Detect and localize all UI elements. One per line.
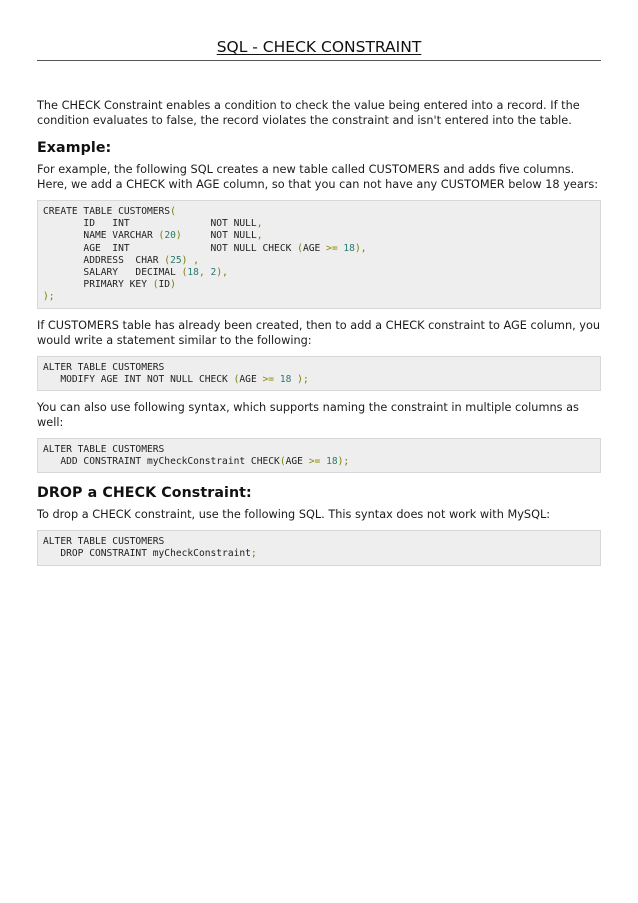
code-line: [43, 206, 595, 218]
code-token: MODIFY AGE INT NOT NULL CHECK: [43, 373, 234, 385]
code-line: [43, 230, 595, 242]
code-line: [43, 456, 595, 468]
code-token: ,: [198, 266, 211, 278]
code-line: [43, 548, 595, 560]
code-token: 18: [279, 373, 292, 385]
drop-paragraph: To drop a CHECK constraint, use the following SQL. This syntax does not work with MySQL:: [37, 508, 551, 522]
code-token: AGE: [285, 456, 309, 468]
code-block-alter-modify: [37, 356, 601, 391]
code-token: (: [233, 373, 240, 385]
code-line: [43, 291, 595, 303]
code-token: (: [279, 456, 286, 468]
code-token: ID: [158, 279, 171, 291]
code-token: );: [43, 291, 55, 303]
code-token: ),: [354, 242, 367, 254]
code-token: NOT NULL: [181, 230, 257, 242]
code-token: ID INT NOT NULL: [43, 218, 257, 230]
code-token: ADDRESS CHAR: [43, 254, 165, 266]
code-token: SALARY DECIMAL: [43, 266, 182, 278]
code-token: );: [291, 373, 309, 385]
code-token: AGE: [302, 242, 327, 254]
naming-paragraph: You can also use following syntax, which supports naming the constraint in multiple columns as well:: [37, 400, 579, 429]
code-token: (: [170, 206, 176, 217]
code-token: (: [158, 230, 165, 242]
code-line: [43, 218, 595, 230]
code-token: 18: [187, 266, 199, 278]
code-line: [43, 243, 595, 255]
code-token: ): [170, 279, 176, 291]
code-line: [43, 536, 595, 548]
example-paragraph: For example, the following SQL creates a new table called CUSTOMERS and adds five columns. Here, we add a CHECK with AGE column, so that you can not have any CUSTOMER below 18 years:: [37, 163, 599, 191]
code-token: NAME VARCHAR: [43, 230, 159, 242]
code-token: ALTER TABLE CUSTOMERS: [43, 536, 165, 548]
code-token: ,: [187, 254, 199, 266]
page-title: SQL - CHECK CONSTRAINT: [37, 0, 601, 61]
code-token: ALTER TABLE CUSTOMERS: [43, 361, 165, 373]
code-token: ADD CONSTRAINT myCheckConstraint CHECK: [43, 456, 280, 468]
code-token: >=: [326, 242, 338, 254]
code-token: AGE INT NOT NULL CHECK: [43, 242, 298, 254]
code-token: ),: [216, 266, 228, 278]
code-token: 18: [343, 242, 355, 254]
code-line: [43, 267, 595, 279]
intro-paragraph: The CHECK Constraint enables a condition to check the value being entered into a record. If the condition evaluates to false, the record violates the constraint and isn't entered into the table.: [37, 99, 580, 127]
code-line: [43, 255, 595, 267]
code-token: (: [152, 279, 159, 291]
code-token: 18: [326, 456, 338, 468]
code-block-drop-constraint: [37, 530, 601, 565]
code-token: ,: [256, 230, 263, 242]
code-token: CREATE TABLE CUSTOMERS: [43, 206, 171, 217]
code-token: 2: [210, 266, 217, 278]
code-block-create-table: [37, 200, 601, 309]
code-token: ;: [250, 548, 257, 560]
code-line: [43, 444, 595, 456]
code-token: >=: [308, 456, 321, 468]
alter-paragraph: If CUSTOMERS table has already been created, then to add a CHECK constraint to AGE column, you would write a statement similar to the following:: [37, 318, 601, 347]
example-heading: Example:: [37, 140, 112, 156]
code-line: [43, 279, 595, 291]
code-block-add-constraint: [37, 438, 601, 473]
code-token: PRIMARY KEY: [43, 279, 153, 291]
code-token: >=: [262, 373, 275, 385]
code-line: [43, 362, 595, 374]
code-line: [43, 374, 595, 386]
code-token: AGE: [239, 373, 263, 385]
code-token: ): [175, 230, 182, 242]
code-token: ,: [256, 218, 263, 230]
code-token: (: [297, 242, 303, 254]
code-token: );: [337, 456, 350, 468]
code-token: 20: [164, 230, 176, 242]
code-token: DROP CONSTRAINT myCheckConstraint: [43, 548, 251, 560]
drop-heading: DROP a CHECK Constraint:: [37, 485, 252, 502]
code-token: (: [164, 254, 171, 266]
code-token: 25: [170, 254, 182, 266]
code-token: ): [181, 254, 188, 266]
code-token: (: [181, 266, 188, 278]
code-token: ALTER TABLE CUSTOMERS: [43, 443, 165, 455]
